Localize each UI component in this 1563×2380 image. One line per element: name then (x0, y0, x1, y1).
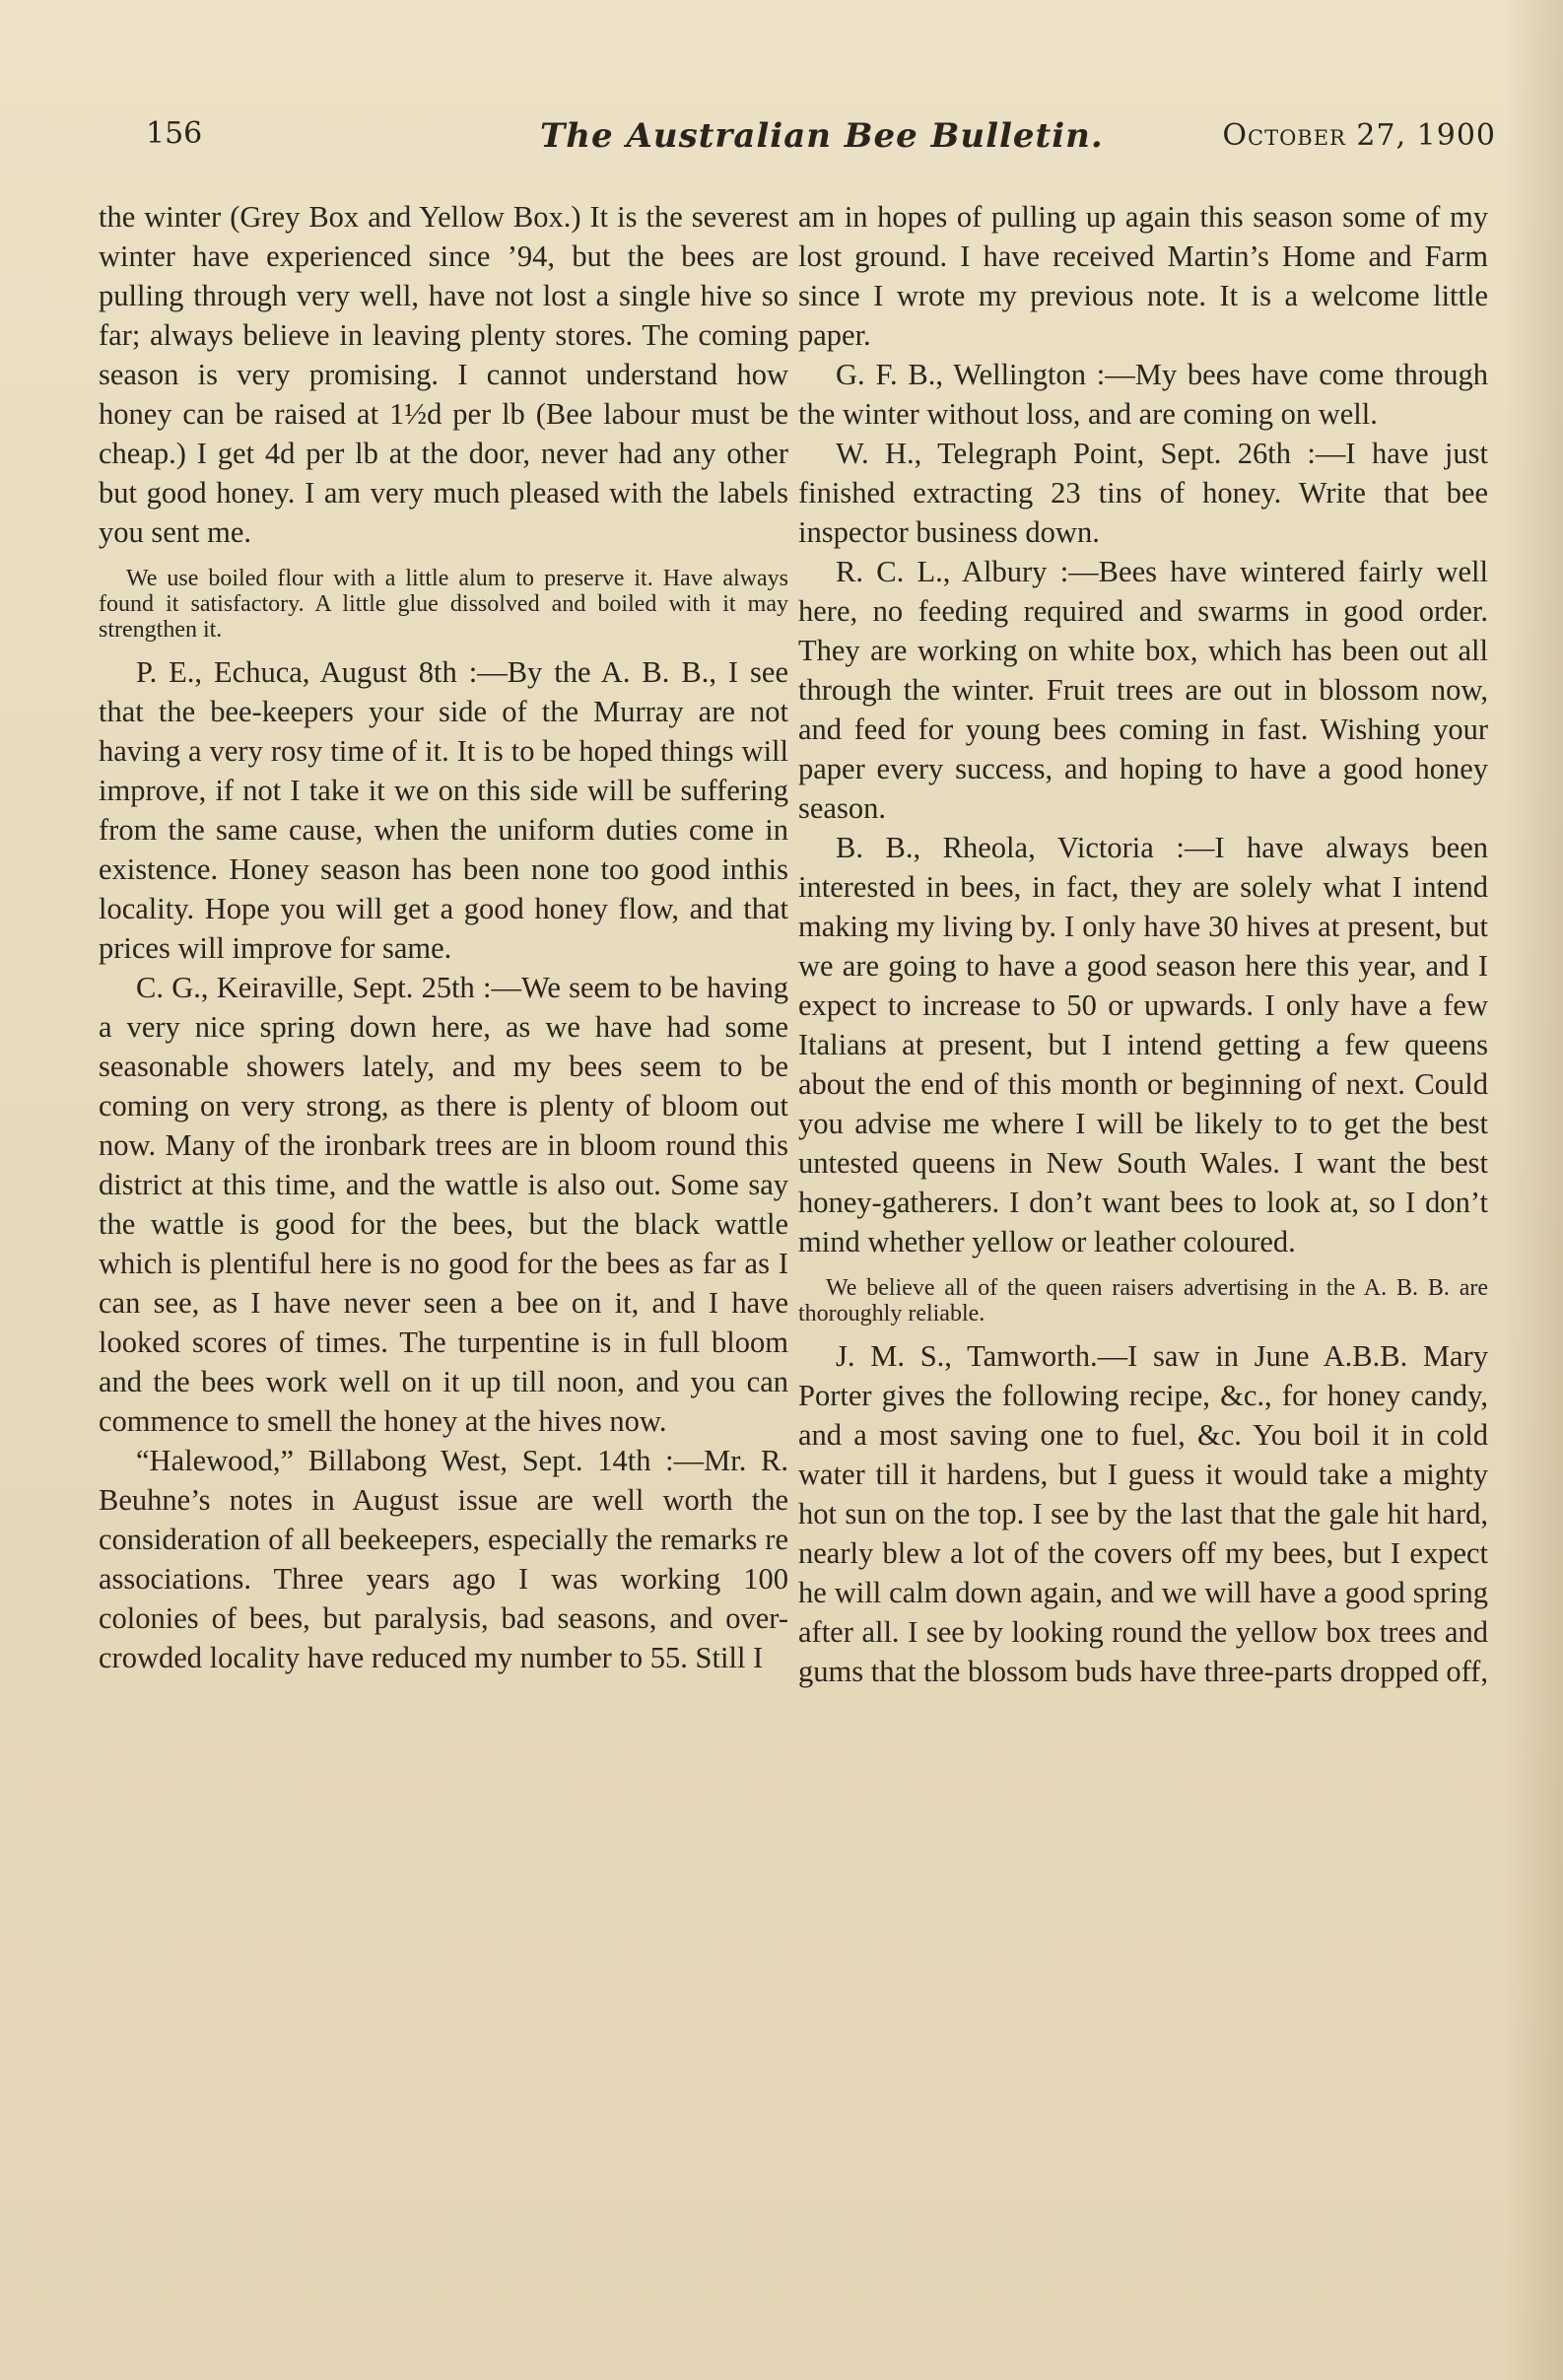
editor-note: We use boiled flour with a little alum to preserve it. Have always found it satisfactory. A little glue dissolved and boiled with it may strengthen it. (99, 566, 788, 643)
letter-paragraph: R. C. L., Albury :—Bees have wintered fairly well here, no feeding required and swarms in good order. They are working on white box, which has been out all through the winter. Fruit trees are out in blossom now, and feed for young bees coming in fast. Wishing your paper every success, and hoping to have a good honey season. (798, 555, 1488, 825)
letter-paragraph: B. B., Rheola, Victoria :—I have always been interested in bees, in fact, they are solely what I intend making my living by. I only have 30 hives at present, but we are going to have a good season here this year, and I expect to increase to 50 or upwards. I only have a few Italians at present, but I intend getting a few queens about the end of this month or beginning of next. Could you advise me where I will be likely to to get the best untested queens in New South Wales. I want the best honey-gatherers. I don’t want bees to look at, so I don’t mind whether yellow or leather coloured. (798, 831, 1488, 1258)
page-number: 156 (146, 116, 203, 151)
page-header (146, 116, 1496, 175)
letter-paragraph: G. F. B., Wellington :—My bees have come through the winter without loss, and are coming on well. (798, 358, 1488, 431)
torn-page-edge (1504, 0, 1563, 2380)
letter-paragraph: W. H., Telegraph Point, Sept. 26th :—I have just finished extracting 23 tins of honey. Write that bee inspector business down. (798, 437, 1488, 549)
editor-note: We believe all of the queen raisers advertising in the A. B. B. are thoroughly reliable. (798, 1275, 1488, 1326)
journal-title: The Australian Bee Bulletin. (540, 116, 1104, 156)
right-column (798, 197, 1488, 1691)
issue-date: October 27, 1900 (1222, 118, 1496, 153)
letter-paragraph: C. G., Keiraville, Sept. 25th :—We seem to be having a very nice spring down here, as we have had some seasonable showers lately, and my bees seem to be coming on very strong, as there is plenty of bloom out now. Many of the ironbark trees are in bloom round this district at this time, and the wattle is also out. Some say the wattle is good for the bees, but the black wattle which is plentiful here is no good for the bees as far as I can see, as I have never seen a bee on it, and I have looked scores of times. The turpentine is in full bloom and the bees work well on it up till noon, and you can commence to smell the honey at the hives now. (99, 971, 788, 1438)
paragraph: the winter (Grey Box and Yellow Box.) It is the severest winter have experienced since ’94, but the bees are pulling through very well, have not lost a single hive so far; always believe in leaving plenty stores. The coming season is very promising. I cannot understand how honey can be raised at 1½d per lb (Bee labour must be cheap.) I get 4d per lb at the door, never had any other but good honey. I am very much pleased with the labels you sent me. (99, 200, 788, 549)
letter-paragraph: J. M. S., Tamworth.—I saw in June A.B.B. Mary Porter gives the following recipe, &c., for honey candy, and a most saving one to fuel, &c. You boil it in cold water till it hardens, but I guess it would take a mighty hot sun on the top. I see by the last that the gale hit hard, nearly blew a lot of the covers off my bees, but I expect he will calm down again, and we will have a good spring after all. I see by looking round the yellow box trees and gums that the blossom buds have three-parts dropped off, (798, 1339, 1488, 1688)
left-column (99, 197, 788, 1677)
paragraph: am in hopes of pulling up again this season some of my lost ground. I have received Martin’s Home and Farm since I wrote my previous note. It is a welcome little paper. (798, 200, 1488, 352)
letter-paragraph: P. E., Echuca, August 8th :—By the A. B. B., I see that the bee-keepers your side of the Murray are not having a very rosy time of it. It is to be hoped things will improve, if not I take it we on this side will be suffering from the same cause, when the uniform duties come in existence. Honey season has been none too good inthis locality. Hope you will get a good honey flow, and that prices will improve for same. (99, 655, 788, 965)
letter-paragraph: “Halewood,” Billabong West, Sept. 14th :—Mr. R. Beuhne’s notes in August issue are well worth the consideration of all beekeepers, especially the remarks re associations. Three years ago I was working 100 colonies of bees, but paralysis, bad seasons, and over-crowded locality have reduced my number to 55. Still I (99, 1444, 788, 1674)
